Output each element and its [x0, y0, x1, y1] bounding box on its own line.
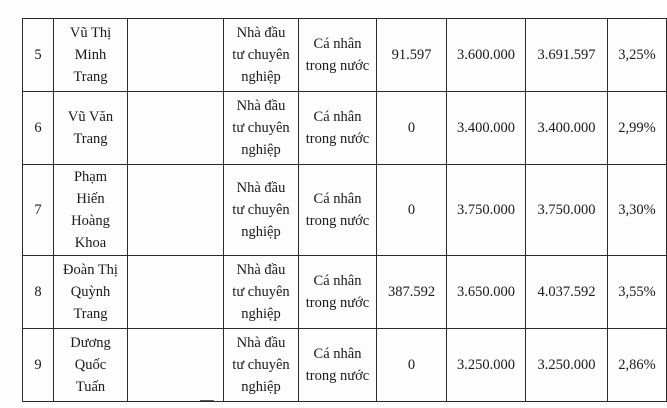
investor-name: Phạm Hiến Hoàng Khoa	[54, 165, 128, 256]
investor-type: Nhà đầu tư chuyên nghiệp	[224, 165, 299, 256]
investor-name: Vũ Văn Trang	[54, 92, 128, 165]
ownership-percent: 3,30%	[608, 165, 667, 256]
investor-type: Nhà đầu tư chuyên nghiệp	[224, 19, 299, 92]
blank-cell	[128, 256, 224, 329]
investor-origin: Cá nhân trong nước	[299, 92, 377, 165]
shares-added: 3.750.000	[447, 165, 526, 256]
blank-cell	[128, 165, 224, 256]
ownership-percent: 3,55%	[608, 256, 667, 329]
row-number: 7	[23, 165, 54, 256]
shares-before: 0	[377, 165, 447, 256]
investor-type: Nhà đầu tư chuyên nghiệp	[224, 256, 299, 329]
shares-added: 3.250.000	[447, 329, 526, 402]
shares-after: 3.750.000	[526, 165, 608, 256]
shares-after: 3.400.000	[526, 92, 608, 165]
shares-before: 0	[377, 329, 447, 402]
row-number: 9	[23, 329, 54, 402]
shares-before: 91.597	[377, 19, 447, 92]
investor-name: Dương Quốc Tuấn	[54, 329, 128, 402]
investor-table	[22, 18, 667, 402]
investor-name: Đoàn Thị Quỳnh Trang	[54, 256, 128, 329]
ownership-percent: 2,86%	[608, 329, 667, 402]
row-number: 5	[23, 19, 54, 92]
shares-added: 3.650.000	[447, 256, 526, 329]
blank-cell	[128, 19, 224, 92]
shares-after: 3.691.597	[526, 19, 608, 92]
ownership-percent: 3,25%	[608, 19, 667, 92]
investor-origin: Cá nhân trong nước	[299, 329, 377, 402]
investor-name: Vũ Thị Minh Trang	[54, 19, 128, 92]
table-row	[23, 165, 667, 256]
footer-mark	[200, 400, 214, 401]
table-row	[23, 92, 667, 165]
shares-added: 3.400.000	[447, 92, 526, 165]
investor-origin: Cá nhân trong nước	[299, 165, 377, 256]
table-row	[23, 329, 667, 402]
investor-type: Nhà đầu tư chuyên nghiệp	[224, 92, 299, 165]
investor-origin: Cá nhân trong nước	[299, 256, 377, 329]
row-number: 6	[23, 92, 54, 165]
table-row	[23, 19, 667, 92]
investor-type: Nhà đầu tư chuyên nghiệp	[224, 329, 299, 402]
shares-before: 387.592	[377, 256, 447, 329]
shares-after: 3.250.000	[526, 329, 608, 402]
blank-cell	[128, 92, 224, 165]
shares-before: 0	[377, 92, 447, 165]
shares-after: 4.037.592	[526, 256, 608, 329]
table-row	[23, 256, 667, 329]
investor-origin: Cá nhân trong nước	[299, 19, 377, 92]
shares-added: 3.600.000	[447, 19, 526, 92]
ownership-percent: 2,99%	[608, 92, 667, 165]
blank-cell	[128, 329, 224, 402]
row-number: 8	[23, 256, 54, 329]
